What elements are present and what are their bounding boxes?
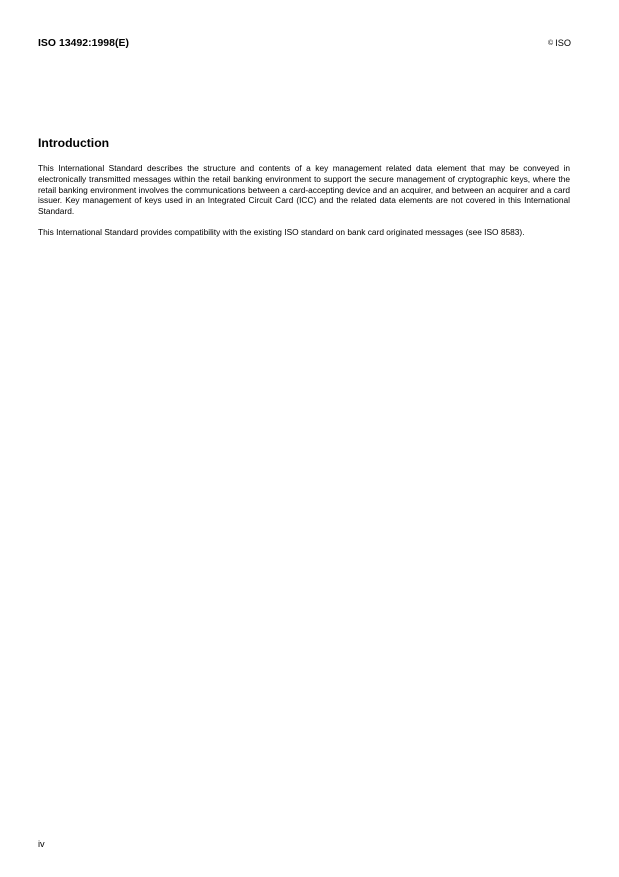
introduction-paragraph-1: This International Standard describes the structure and contents of a key management related data element that may be conveyed in electronically transmitted messages within the retail banking environment to support the secure management of cryptographic keys, where the retail banking environment involves the communications between a card-accepting device and an acquirer, and between an acquirer and a card issuer. Key management of keys used in an Integrated Circuit Card (ICC) and the related data elements are not covered in this International Standard. <box>38 163 570 217</box>
copyright-symbol: © <box>548 40 554 47</box>
introduction-paragraph-2: This International Standard provides compatibility with the existing ISO standard on bank card originated messages (see ISO 8583). <box>38 226 525 237</box>
copyright-org: ISO <box>555 38 571 48</box>
copyright-notice <box>548 38 571 48</box>
introduction-section <box>38 136 570 238</box>
page-header <box>38 38 571 52</box>
section-title: Introduction <box>38 136 110 150</box>
page-number: iv <box>38 839 45 849</box>
document-id: ISO 13492:1998(E) <box>38 38 129 49</box>
